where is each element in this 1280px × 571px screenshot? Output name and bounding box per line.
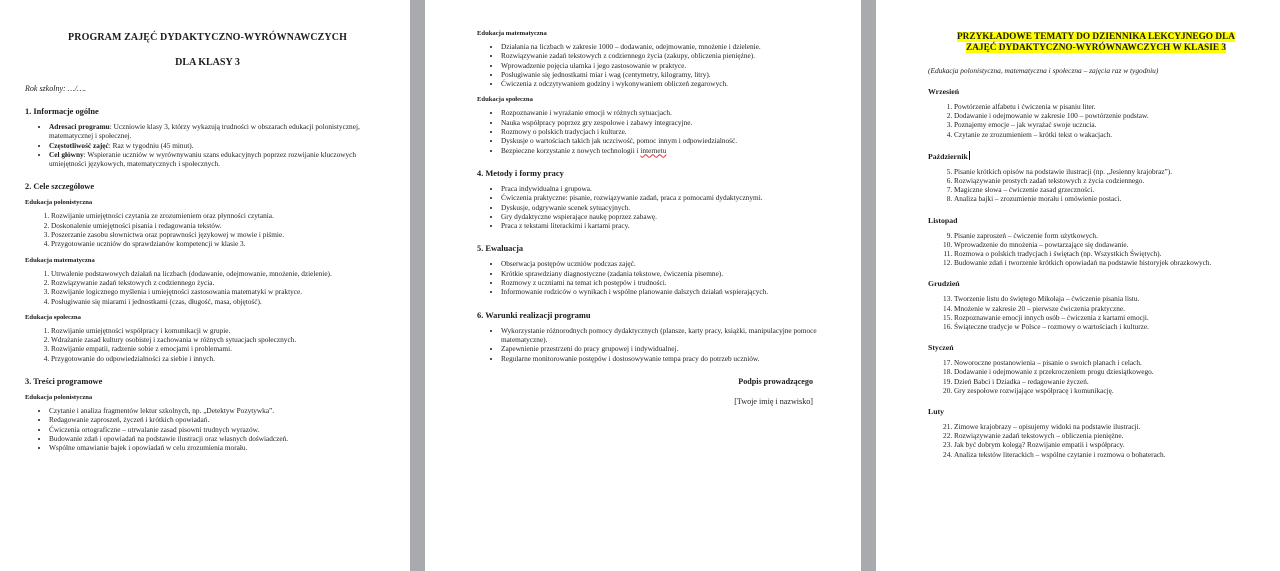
list-item: 20. Gry zespołowe rozwijające współpracę i komunikację. bbox=[954, 386, 1264, 395]
section-heading-methods: 4. Metody i formy pracy bbox=[477, 168, 564, 178]
list-item: • Rozwiązywanie zadań tekstowych z codziennego życia (zakupy, obliczenia pieniężne). bbox=[501, 51, 833, 60]
list-item: • Rozmowy z uczniami na temat ich postępów i trudności. bbox=[501, 278, 833, 287]
list-item: • Regularne monitorowanie postępów i dostosowywanie tempa pracy do potrzeb uczniów. bbox=[501, 354, 833, 363]
spellcheck-underlined-word: internetu bbox=[640, 145, 667, 155]
list-item: • Ćwiczenia ortograficzne – utrwalanie zasad pisowni trudnych wyrazów. bbox=[49, 425, 390, 434]
section-heading-conditions: 6. Warunki realizacji programu bbox=[477, 310, 591, 320]
month-heading: Luty bbox=[928, 407, 945, 417]
section-heading-specific-goals: 2. Cele szczegółowe bbox=[25, 182, 95, 192]
list-item: • Obserwacja postępów uczniów podczas zajęć. bbox=[501, 259, 833, 268]
list-item: • Informowanie rodziców o wynikach i wspólne planowanie dalszych działań wspierających. bbox=[501, 287, 833, 296]
topics-list bbox=[928, 358, 1264, 395]
list-item: • Ćwiczenia z odczytywaniem godziny i wykonywaniem obliczeń zegarowych. bbox=[501, 79, 833, 88]
list-item: 3. Poszerzanie zasobu słownictwa oraz poprawności językowej w mowie i piśmie. bbox=[51, 230, 390, 239]
polish-goals-list bbox=[25, 211, 390, 248]
list-item: 3. Rozwijanie logicznego myślenia i umiejętności zastosowania matematyki w praktyce. bbox=[51, 287, 390, 296]
list-item: • Rozmowy o polskich tradycjach i kulturze. bbox=[501, 127, 833, 136]
list-item: • Działania na liczbach w zakresie 1000 – dodawanie, odejmowanie, mnożenie i dzielenie. bbox=[501, 42, 833, 51]
list-item: 9. Pisanie zaproszeń – ćwiczenie form użytkowych. bbox=[954, 231, 1264, 240]
list-item: • Bezpieczne korzystanie z nowych technologii i internetu bbox=[501, 146, 833, 155]
topics-list bbox=[928, 167, 1264, 204]
list-item: • Praca z tekstami literackimi i kartami pracy. bbox=[501, 221, 833, 230]
list-item: • Posługiwanie się jednostkami miar i wag (centymetry, kilogramy, litry). bbox=[501, 70, 833, 79]
list-item: 16. Świąteczne tradycje w Polsce – rozmowy o wartościach i kulturze. bbox=[954, 322, 1264, 331]
list-item: • Gry dydaktyczne wspierające naukę poprzez zabawę. bbox=[501, 212, 833, 221]
list-item: 11. Rozmowa o polskich tradycjach i świętach (np. Wszystkich Świętych). bbox=[954, 249, 1264, 258]
document-page-2 bbox=[425, 0, 861, 571]
document-page-1 bbox=[0, 0, 410, 571]
list-item: 2. Doskonalenie umiejętności pisania i redagowania tekstów. bbox=[51, 221, 390, 230]
subtitle-note: (Edukacja polonistyczna, matematyczna i społeczna – zajęcia raz w tygodniu) bbox=[928, 66, 1159, 75]
list-item: 4. Czytanie ze zrozumieniem – krótki tekst o wakacjach. bbox=[954, 130, 1264, 139]
subsection-heading: Edukacja społeczna bbox=[25, 313, 81, 321]
general-info-list bbox=[25, 122, 390, 168]
list-item: 19. Dzień Babci i Dziadka – redagowanie życzeń. bbox=[954, 377, 1264, 386]
list-item: • Częstotliwość zajęć: Raz w tygodniu (45 minut). bbox=[49, 141, 390, 150]
list-item: 17. Noworoczne postanowienia – pisanie o swoich planach i celach. bbox=[954, 358, 1264, 367]
signature-block bbox=[477, 377, 833, 406]
list-item: 4. Przygotowanie uczniów do sprawdzianów kompetencji w klasie 3. bbox=[51, 239, 390, 248]
list-item: 2. Rozwiązywanie zadań tekstowych z codziennego życia. bbox=[51, 278, 390, 287]
highlighted-title: PRZYKŁADOWE TEMATY DO DZIENNIKA LEKCYJNEGO DLA ZAJĘĆ DYDAKTYCZNO-WYRÓWNAWCZYCH W KLASIE 3 bbox=[957, 32, 1235, 53]
evaluation-list bbox=[477, 259, 833, 296]
topics-list bbox=[928, 231, 1264, 268]
section-heading-content: 3. Treści programowe bbox=[25, 377, 103, 387]
topics-list bbox=[928, 422, 1264, 459]
social-content-list bbox=[477, 108, 833, 154]
document-page-3 bbox=[876, 0, 1280, 571]
list-item: 6. Rozwiązywanie prostych zadań tekstowych z życia codziennego. bbox=[954, 176, 1264, 185]
conditions-list bbox=[477, 326, 833, 363]
signature-name: [Twoje imię i nazwisko] bbox=[734, 396, 813, 406]
list-item: • Dyskusje, odgrywanie scenek sytuacyjnych. bbox=[501, 203, 833, 212]
subsection-heading: Edukacja społeczna bbox=[477, 96, 533, 104]
subsection-heading: Edukacja matematyczna bbox=[477, 30, 547, 37]
list-item: 1. Powtórzenie alfabetu i ćwiczenia w pisaniu liter. bbox=[954, 102, 1264, 111]
list-item: 1. Rozwijanie umiejętności czytania ze zrozumieniem oraz płynności czytania. bbox=[51, 211, 390, 220]
list-item: • Adresaci programu: Uczniowie klasy 3, którzy wykazują trudności w obszarach edukacji polonistycznej, matematycznej i społecznej. bbox=[49, 122, 390, 141]
list-item: 21. Zimowe krajobrazy – opisujemy widoki na podstawie ilustracji. bbox=[954, 422, 1264, 431]
text-cursor bbox=[969, 151, 970, 160]
list-item: 1. Rozwijanie umiejętności współpracy i komunikacji w grupie. bbox=[51, 326, 390, 335]
list-item: • Dyskusje o wartościach takich jak uczciwość, pomoc innym i odpowiedzialność. bbox=[501, 136, 833, 145]
list-item: • Praca indywidualna i grupowa. bbox=[501, 184, 833, 193]
topics-list bbox=[928, 294, 1264, 331]
list-item: • Krótkie sprawdziany diagnostyczne (zadania tekstowe, ćwiczenia pisemne). bbox=[501, 269, 833, 278]
month-heading: Październik bbox=[928, 151, 968, 161]
list-item: • Cel główny: Wspieranie uczniów w wyrównywaniu szans edukacyjnych poprzez rozwijanie kluczowych umiejętności językowych, matematycznych i społecznych. bbox=[49, 150, 390, 169]
list-item: 15. Rozpoznawanie emocji innych osób – ćwiczenia z kartami emocji. bbox=[954, 313, 1264, 322]
list-item: • Wykorzystanie różnorodnych pomocy dydaktycznych (plansze, karty pracy, książki, manipulacyjne pomoce matematyczne). bbox=[501, 326, 833, 345]
social-goals-list bbox=[25, 326, 390, 363]
list-item: • Rozpoznawanie i wyrażanie emocji w różnych sytuacjach. bbox=[501, 108, 833, 117]
subsection-heading: Edukacja polonistyczna bbox=[25, 199, 93, 207]
topics-list bbox=[928, 102, 1264, 139]
month-heading: Wrzesień bbox=[928, 87, 960, 96]
math-goals-list bbox=[25, 269, 390, 306]
list-item: 2. Wdrażanie zasad kultury osobistej i zachowania w różnych sytuacjach społecznych. bbox=[51, 335, 390, 344]
list-item: 10. Wprowadzenie do mnożenia – powtarzające się dodawanie. bbox=[954, 240, 1264, 249]
list-item: 18. Dodawanie i odejmowanie z przekroczeniem progu dziesiątkowego. bbox=[954, 367, 1264, 376]
list-item: • Czytanie i analiza fragmentów lektur szkolnych, np. „Detektyw Pozytywka”. bbox=[49, 406, 390, 415]
methods-list bbox=[477, 184, 833, 230]
list-item: 14. Mnożenie w zakresie 20 – pierwsze ćwiczenia praktyczne. bbox=[954, 304, 1264, 313]
list-item: • Nauka współpracy poprzez gry zespołowe i zabawy integracyjne. bbox=[501, 118, 833, 127]
list-item: 3. Rozwijanie empatii, radzenie sobie z emocjami i problemami. bbox=[51, 344, 390, 353]
list-item: • Wprowadzenie pojęcia ułamka i jego zastosowanie w praktyce. bbox=[501, 61, 833, 70]
school-year-line: Rok szkolny: …/…. bbox=[25, 84, 87, 93]
list-item: 4. Posługiwanie się miarami i jednostkami (czas, długość, masa, objętość). bbox=[51, 297, 390, 306]
subsection-heading: Edukacja matematyczna bbox=[25, 256, 95, 264]
section-heading-evaluation: 5. Ewaluacja bbox=[477, 244, 524, 254]
page-subtitle: DLA KLASY 3 bbox=[175, 57, 240, 68]
month-heading: Listopad bbox=[928, 215, 958, 225]
list-item: 7. Magiczne słowa – ćwiczenie zasad grzeczności. bbox=[954, 185, 1264, 194]
list-item: 13. Tworzenie listu do świętego Mikołaja – ćwiczenie pisania listu. bbox=[954, 294, 1264, 303]
content-polish-list bbox=[25, 406, 390, 452]
list-item: 5. Pisanie krótkich opisów na podstawie ilustracji (np. „Jesienny krajobraz”). bbox=[954, 167, 1264, 176]
signature-title: Podpis prowadzącego bbox=[738, 376, 813, 386]
list-item: 8. Analiza bajki – zrozumienie morału i omówienie postaci. bbox=[954, 194, 1264, 203]
month-heading: Styczeń bbox=[928, 343, 954, 353]
list-item: • Wspólne omawianie bajek i opowiadań w celu zrozumienia morału. bbox=[49, 443, 390, 452]
section-heading-general-info: 1. Informacje ogólne bbox=[25, 107, 99, 116]
list-item: 22. Rozwiązywanie zadań tekstowych – obliczenia pieniężne. bbox=[954, 431, 1264, 440]
list-item: • Budowanie zdań i opowiadań na podstawie ilustracji oraz własnych doświadczeń. bbox=[49, 434, 390, 443]
list-item: • Ćwiczenia praktyczne: pisanie, rozwiązywanie zadań, praca z pomocami dydaktycznymi. bbox=[501, 193, 833, 202]
list-item: 23. Jak być dobrym kolegą? Rozwijanie empatii i współpracy. bbox=[954, 440, 1264, 449]
list-item: • Zapewnienie przestrzeni do pracy grupowej i indywidualnej. bbox=[501, 344, 833, 353]
list-item: 12. Budowanie zdań i tworzenie krótkich opowiadań na podstawie historyjek obrazkowych. bbox=[954, 258, 1264, 267]
list-item: 1. Utrwalenie podstawowych działań na liczbach (dodawanie, odejmowanie, mnożenie, dzielenie). bbox=[51, 269, 390, 278]
page-title: PROGRAM ZAJĘĆ DYDAKTYCZNO-WYRÓWNAWCZYCH bbox=[68, 32, 347, 43]
math-content-list bbox=[477, 42, 833, 88]
subsection-heading: Edukacja polonistyczna bbox=[25, 394, 93, 402]
list-item: 24. Analiza tekstów literackich – wspólne czytanie i rozmowa o bohaterach. bbox=[954, 450, 1264, 459]
list-item: 2. Dodawanie i odejmowanie w zakresie 100 – powtórzenie podstaw. bbox=[954, 111, 1264, 120]
list-item: • Redagowanie zaproszeń, życzeń i krótkich opowiadań. bbox=[49, 415, 390, 424]
list-item: 4. Przygotowanie do odpowiedzialności za siebie i innych. bbox=[51, 354, 390, 363]
month-heading: Grudzień bbox=[928, 279, 960, 289]
list-item: 3. Poznajemy emocje – jak wyrażać swoje uczucia. bbox=[954, 120, 1264, 129]
